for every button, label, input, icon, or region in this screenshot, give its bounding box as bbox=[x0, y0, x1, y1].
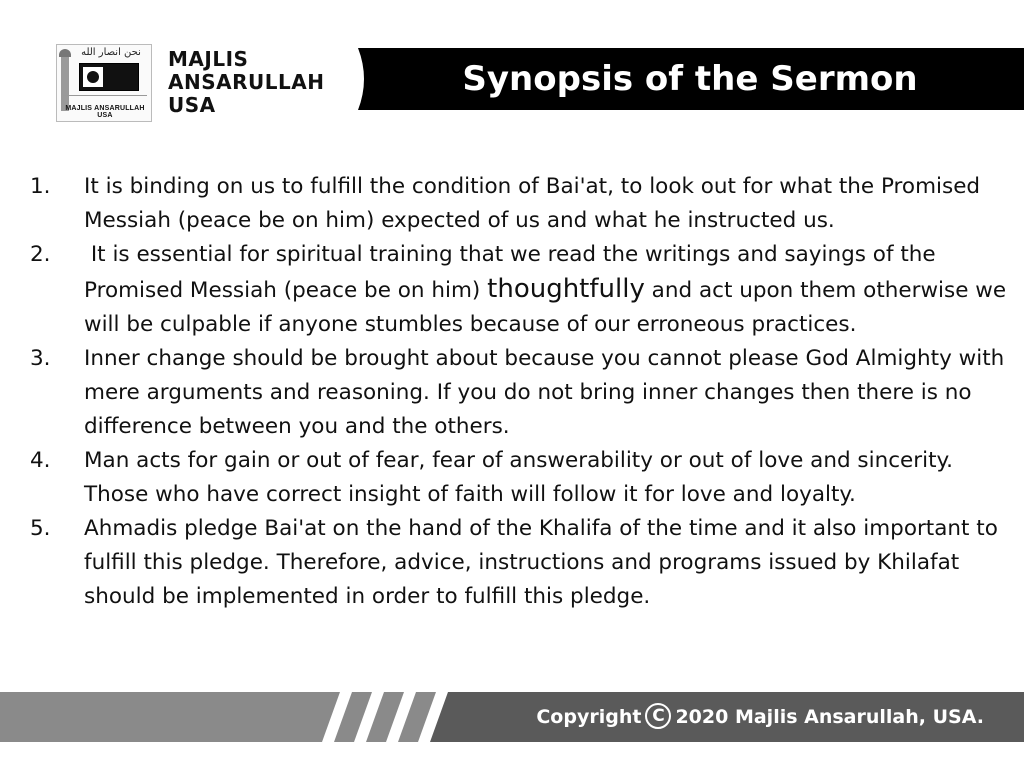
emphasized-word: thoughtfully bbox=[487, 274, 645, 304]
brand-line-1: MAJLIS bbox=[168, 47, 249, 71]
list-item bbox=[30, 170, 1020, 238]
brand-name bbox=[168, 48, 324, 117]
list-item-number: 3. bbox=[30, 346, 51, 371]
logo-caption: MAJLIS ANSARULLAH USA bbox=[65, 105, 145, 119]
list-item-number: 2. bbox=[30, 242, 51, 267]
list-item-number: 1. bbox=[30, 174, 51, 199]
list-item-text-end: and act upon them otherwise we will be culpable if anyone stumbles because of our erroneous practices. bbox=[84, 278, 1013, 337]
logo-arabic-text: نحن انصار الله bbox=[81, 47, 141, 58]
copyright-icon: C bbox=[645, 703, 671, 729]
brand-line-3: USA bbox=[168, 93, 216, 117]
list-item-number: 5. bbox=[30, 516, 51, 541]
brand-line-2: ANSARULLAH bbox=[168, 70, 325, 94]
list-item-text-start: It is essential for spiritual training that we read the writings and sayings of the Promised Messiah (peace be on him) bbox=[84, 242, 943, 303]
synopsis-list bbox=[30, 170, 1020, 614]
organization-logo bbox=[56, 44, 356, 124]
copyright-notice bbox=[536, 692, 984, 742]
copyright-year: 2020 bbox=[675, 706, 729, 728]
copyright-label: Copyright bbox=[536, 706, 642, 728]
page-title: Synopsis of the Sermon bbox=[462, 59, 918, 99]
list-item-text: Inner change should be brought about because you cannot please God Almighty with mere arguments and reasoning. If you do not bring inner changes then there is no difference between you and the others. bbox=[84, 346, 1005, 439]
copyright-owner: Majlis Ansarullah, USA. bbox=[734, 706, 984, 728]
list-item-text: Ahmadis pledge Bai'at on the hand of the Khalifa of the time and it also important to fulfill this pledge. Therefore, advice, instructions and programs issued by Khilafat should be implemented in order to fulfill this pledge. bbox=[84, 516, 998, 609]
list-item bbox=[30, 238, 1020, 342]
title-bar bbox=[372, 48, 1024, 110]
list-item-text: Man acts for gain or out of fear, fear of answerability or out of love and sincerity. Those who have correct insight of faith will follow it for love and loyalty. bbox=[84, 448, 954, 507]
list-item bbox=[30, 512, 1020, 614]
footer-banner bbox=[0, 692, 1024, 742]
list-item-number: 4. bbox=[30, 448, 51, 473]
list-item bbox=[30, 342, 1020, 444]
list-item-text bbox=[84, 238, 1020, 342]
list-item-text: It is binding on us to fulfill the condition of Bai'at, to look out for what the Promised Messiah (peace be on him) expected of us and what he instructed us. bbox=[84, 174, 981, 233]
list-item bbox=[30, 444, 1020, 512]
logo-emblem bbox=[56, 44, 152, 122]
flag-icon bbox=[79, 63, 139, 91]
